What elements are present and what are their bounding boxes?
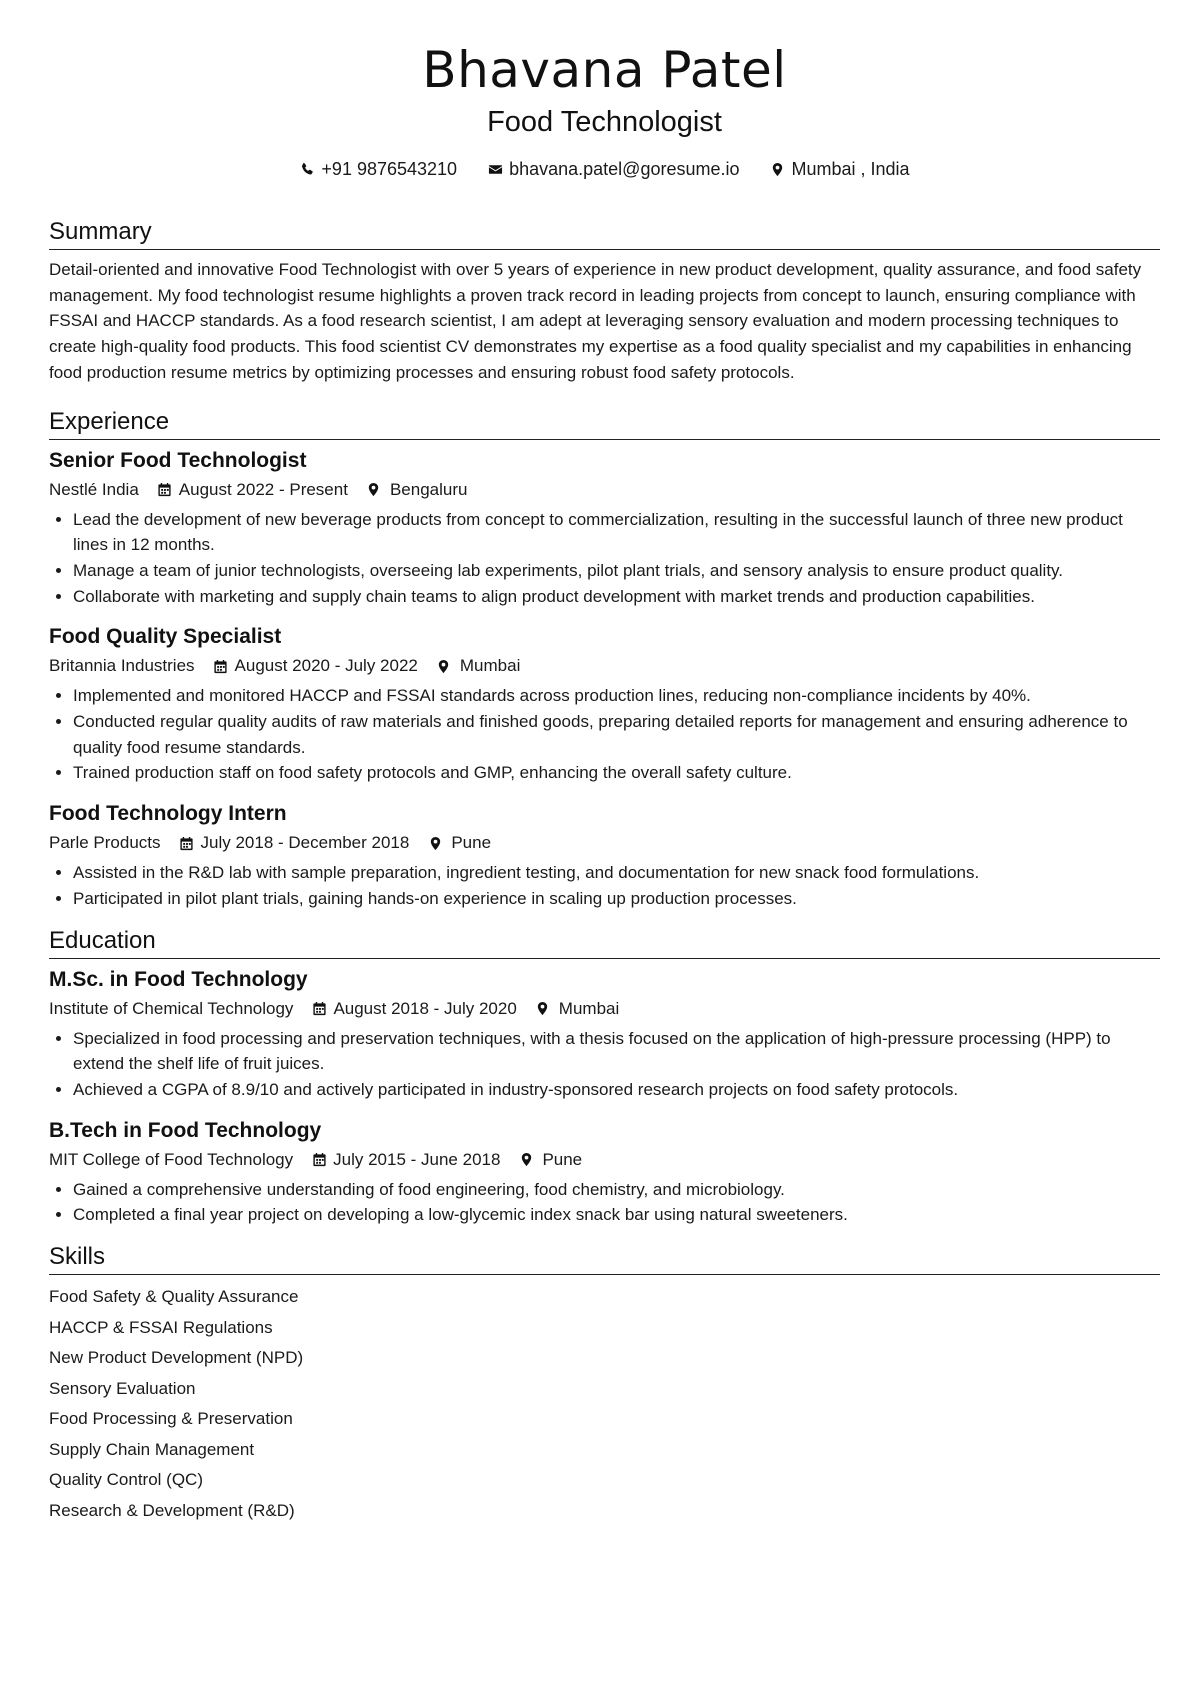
skills-heading: Skills <box>49 1242 1160 1275</box>
contact-location <box>770 157 910 181</box>
experience-section <box>49 407 1160 912</box>
skill-item: Food Safety & Quality Assurance <box>49 1287 299 1307</box>
map-pin-icon <box>518 1152 534 1168</box>
date-text: August 2018 - July 2020 <box>333 998 517 1018</box>
contact-info <box>49 157 1160 181</box>
degree-title: M.Sc. in Food Technology <box>49 967 308 991</box>
calendar-icon <box>213 658 229 674</box>
job-title: Food Quality Specialist <box>49 625 282 649</box>
location-text: Mumbai <box>459 656 521 676</box>
institution-name: Institute of Chemical Technology <box>49 998 294 1018</box>
map-pin-icon <box>436 658 452 674</box>
job-bullets <box>49 507 1160 610</box>
map-pin-icon <box>535 1001 551 1017</box>
location-text: Pune <box>451 833 492 853</box>
degree-date <box>311 1147 500 1173</box>
bullet-item: • Manage a team of junior technologists, overseeing lab experiments, pilot plant trials, and sensory analysis to ensure product quality. <box>73 558 1160 584</box>
degree-date <box>311 996 516 1022</box>
experience-entry <box>49 800 1160 911</box>
candidate-name: Bhavana Patel <box>422 41 787 99</box>
location-text: Mumbai , India <box>791 159 910 179</box>
date-text: August 2020 - July 2022 <box>234 656 418 676</box>
calendar-icon <box>311 1001 327 1017</box>
company-name: Nestlé India <box>49 479 139 499</box>
bullet-item: • Implemented and monitored HACCP and FSSAI standards across production lines, reducing non-compliance incidents by 40%. <box>73 683 1160 709</box>
calendar-icon <box>311 1152 327 1168</box>
bullet-item: • Completed a final year project on developing a low-glycemic index snack bar using natural sweeteners. <box>73 1202 1160 1228</box>
calendar-icon <box>157 482 173 498</box>
job-bullets <box>49 860 1160 911</box>
map-pin-icon <box>366 482 382 498</box>
date-text: July 2018 - December 2018 <box>200 833 410 853</box>
bullet-item: • Achieved a CGPA of 8.9/10 and actively participated in industry-sponsored research projects on food safety protocols. <box>73 1077 1160 1103</box>
experience-entry <box>49 623 1160 786</box>
bullet-item: • Assisted in the R&D lab with sample preparation, ingredient testing, and documentation for new snack food formulations. <box>73 860 1160 886</box>
skill-item: New Product Development (NPD) <box>49 1348 304 1368</box>
summary-text: Detail-oriented and innovative Food Technologist with over 5 years of experience in new product development, quality assurance, and food safety management. My food technologist resume highlights a proven track record in leading projects from concept to launch, ensuring compliance with FSSAI and HACCP standards. As a food research scientist, I am adept at leveraging sensory evaluation and modern processing techniques to create high-quality food products. This food scientist CV demonstrates my expertise as a food quality specialist and my capabilities in enhancing food production resume metrics by optimizing processes and ensuring robust food safety protocols. <box>49 260 1142 382</box>
envelope-icon <box>487 161 503 177</box>
bullet-item: • Collaborate with marketing and supply chain teams to align product development with market trends and production capabilities. <box>73 584 1160 610</box>
job-meta <box>49 653 1160 679</box>
education-section <box>49 926 1160 1229</box>
job-date <box>179 830 410 856</box>
summary-section <box>49 217 1160 386</box>
job-title: Senior Food Technologist <box>49 448 307 472</box>
skill-item: Food Processing & Preservation <box>49 1409 293 1429</box>
bullet-item: • Trained production staff on food safety protocols and GMP, enhancing the overall safety culture. <box>73 760 1160 786</box>
degree-location <box>535 996 619 1022</box>
job-location <box>427 830 491 856</box>
degree-bullets <box>49 1026 1160 1103</box>
skill-item: HACCP & FSSAI Regulations <box>49 1317 273 1337</box>
date-text: August 2022 - Present <box>178 479 348 499</box>
experience-heading: Experience <box>49 407 1160 440</box>
contact-email[interactable] <box>487 157 739 181</box>
company-name: Britannia Industries <box>49 656 195 676</box>
summary-heading: Summary <box>49 217 1160 250</box>
job-location <box>366 477 468 503</box>
experience-entry <box>49 447 1160 610</box>
degree-meta <box>49 996 1160 1022</box>
degree-location <box>518 1147 582 1173</box>
skill-item: Research & Development (R&D) <box>49 1500 295 1520</box>
bullet-item: • Specialized in food processing and preservation techniques, with a thesis focused on the application of high-pressure processing (HPP) to extend the shelf life of fruit juices. <box>73 1026 1160 1077</box>
bullet-item: • Participated in pilot plant trials, gaining hands-on experience in scaling up production processes. <box>73 886 1160 912</box>
skill-item: Sensory Evaluation <box>49 1378 196 1398</box>
bullet-item: • Lead the development of new beverage products from concept to commercialization, resulting in the successful launch of three new product lines in 12 months. <box>73 507 1160 558</box>
resume-page <box>49 40 1160 1526</box>
location-text: Bengaluru <box>389 479 468 499</box>
email-text[interactable]: bhavana.patel@goresume.io <box>509 159 740 179</box>
contact-phone <box>299 157 457 181</box>
phone-icon <box>299 161 315 177</box>
company-name: Parle Products <box>49 833 161 853</box>
skills-list <box>49 1282 1160 1526</box>
job-meta <box>49 477 1160 503</box>
degree-title: B.Tech in Food Technology <box>49 1118 322 1142</box>
skills-section <box>49 1242 1160 1526</box>
education-heading: Education <box>49 926 1160 959</box>
date-text: July 2015 - June 2018 <box>333 1149 501 1169</box>
resume-header <box>49 40 1160 181</box>
institution-name: MIT College of Food Technology <box>49 1149 294 1169</box>
location-text: Pune <box>542 1149 583 1169</box>
phone-text: +91 9876543210 <box>321 159 458 179</box>
location-text: Mumbai <box>558 998 620 1018</box>
map-pin-icon <box>427 835 443 851</box>
job-date <box>213 653 418 679</box>
education-entry <box>49 1117 1160 1228</box>
job-date <box>157 477 348 503</box>
calendar-icon <box>179 835 195 851</box>
job-location <box>436 653 520 679</box>
job-meta <box>49 830 1160 856</box>
degree-bullets <box>49 1177 1160 1228</box>
bullet-item: • Gained a comprehensive understanding of food engineering, food chemistry, and microbiology. <box>73 1177 1160 1203</box>
bullet-item: • Conducted regular quality audits of raw materials and finished goods, preparing detailed reports for management and ensuring adherence to quality food resume standards. <box>73 709 1160 760</box>
education-entry <box>49 966 1160 1103</box>
skill-item: Quality Control (QC) <box>49 1470 203 1490</box>
map-pin-icon <box>770 161 786 177</box>
job-bullets <box>49 683 1160 786</box>
degree-meta <box>49 1147 1160 1173</box>
candidate-title: Food Technologist <box>487 106 722 138</box>
job-title: Food Technology Intern <box>49 802 287 826</box>
skill-item: Supply Chain Management <box>49 1439 255 1459</box>
